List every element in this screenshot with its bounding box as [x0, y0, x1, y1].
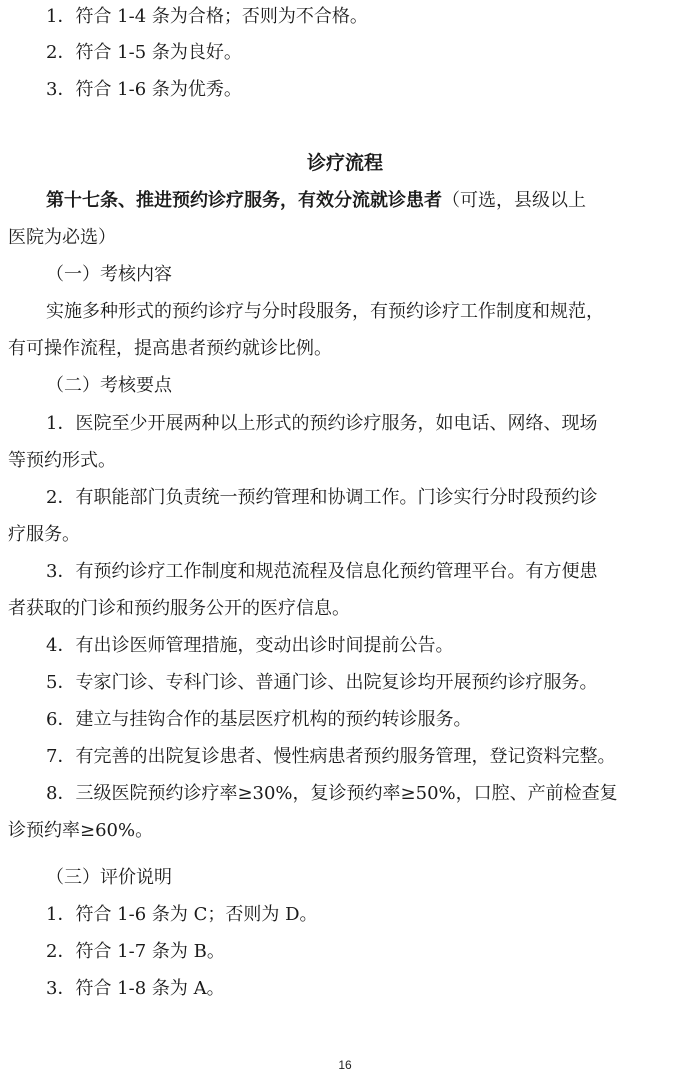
point-1-line-1: 1．医院至少开展两种以上形式的预约诊疗服务，如电话、网络、现场 [46, 413, 598, 434]
page-number: 16 [338, 1058, 352, 1072]
point-8-line-2: 诊预约率≥60%。 [8, 820, 154, 841]
article-heading-note: （可选，县级以上 [442, 190, 586, 211]
article-heading-note-cont: 医院为必选） [8, 227, 116, 248]
content-heading: （一）考核内容 [46, 264, 172, 285]
prev-criterion-1: 1．符合 1-4 条为合格；否则为不合格。 [46, 6, 368, 27]
point-7: 7．有完善的出院复诊患者、慢性病患者预约服务管理，登记资料完整。 [46, 746, 616, 767]
point-5: 5．专家门诊、专科门诊、普通门诊、出院复诊均开展预约诊疗服务。 [46, 672, 598, 693]
content-line-1: 实施多种形式的预约诊疗与分时段服务，有预约诊疗工作制度和规范， [46, 301, 604, 322]
eval-1: 1．符合 1-6 条为 C；否则为 D。 [46, 904, 318, 925]
point-3-line-1: 3．有预约诊疗工作制度和规范流程及信息化预约管理平台。有方便患 [46, 561, 598, 582]
section-title: 诊疗流程 [306, 152, 383, 174]
eval-heading: （三）评价说明 [46, 867, 172, 888]
prev-criterion-3: 3．符合 1-6 条为优秀。 [46, 79, 242, 100]
point-1-line-2: 等预约形式。 [8, 450, 116, 471]
article-heading [46, 189, 690, 213]
eval-3: 3．符合 1-8 条为 A。 [46, 978, 225, 999]
point-8-line-1: 8．三级医院预约诊疗率≥30%，复诊预约率≥50%，口腔、产前检查复 [46, 783, 618, 804]
content-line-2: 有可操作流程，提高患者预约就诊比例。 [8, 338, 332, 359]
point-6: 6．建立与挂钩合作的基层医疗机构的预约转诊服务。 [46, 709, 472, 730]
article-heading-bold: 第十七条、推进预约诊疗服务，有效分流就诊患者 [46, 190, 442, 211]
point-4: 4．有出诊医师管理措施，变动出诊时间提前公告。 [46, 635, 454, 656]
eval-2: 2．符合 1-7 条为 B。 [46, 941, 225, 962]
point-3-line-2: 者获取的门诊和预约服务公开的医疗信息。 [8, 598, 350, 619]
points-heading: （二）考核要点 [46, 375, 172, 396]
prev-criterion-2: 2．符合 1-5 条为良好。 [46, 42, 242, 63]
point-2-line-2: 疗服务。 [8, 524, 80, 545]
point-2-line-1: 2．有职能部门负责统一预约管理和协调工作。门诊实行分时段预约诊 [46, 487, 598, 508]
